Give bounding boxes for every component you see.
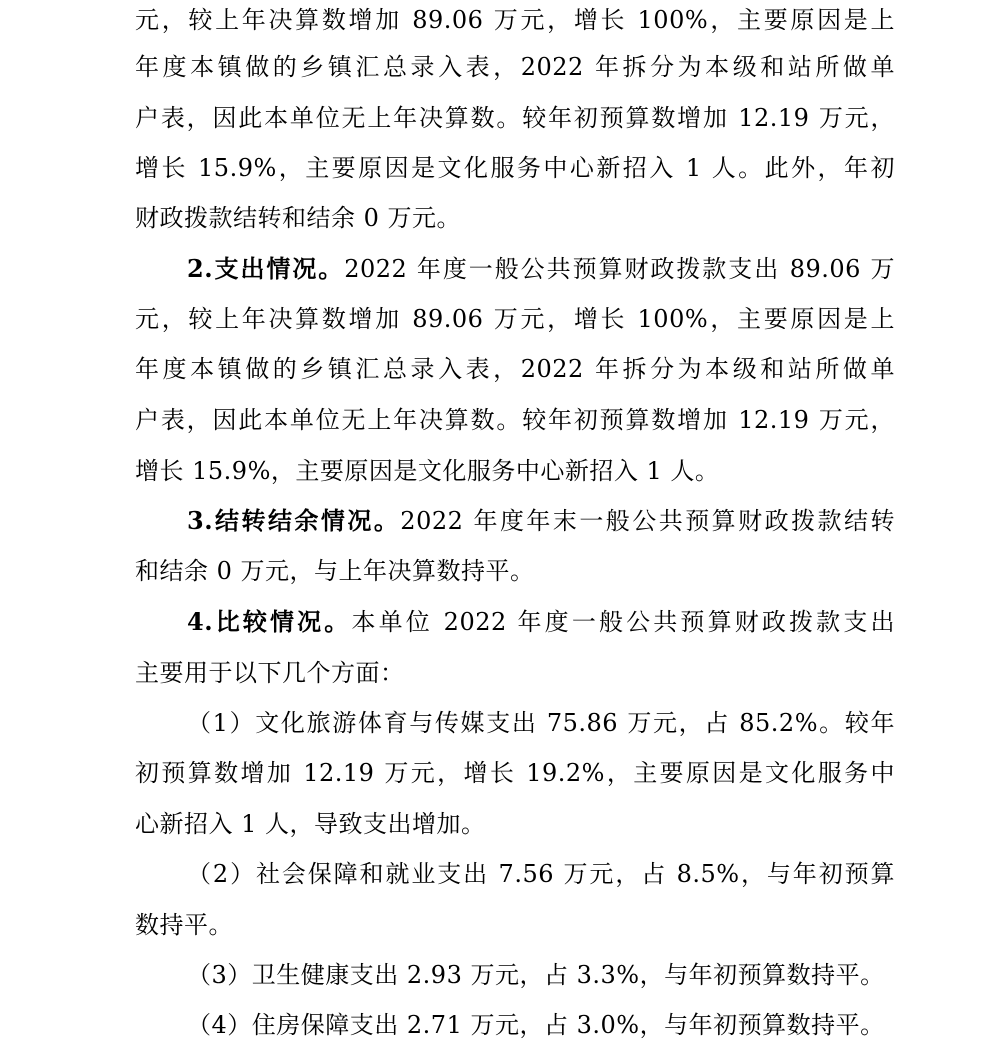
list-item-line: （2）社会保障和就业支出 7.56 万元，占 8.5%，与年初预算 (187, 860, 895, 888)
paragraph-line: 年度本镇做的乡镇汇总录入表，2022 年拆分为本级和站所做单 (135, 355, 895, 383)
paragraph-line: 增长 15.9%，主要原因是文化服务中心新招入 1 人。此外，年初 (135, 154, 895, 182)
paragraph-line: 主要用于以下几个方面： (135, 659, 405, 687)
paragraph-text: 2022 年度一般公共预算财政拨款支出 89.06 万 (344, 255, 895, 283)
paragraph-line: 户表，因此本单位无上年决算数。较年初预算数增加 12.19 万元， (135, 104, 895, 132)
paragraph-line: 数持平。 (135, 911, 233, 939)
paragraph-first-line (187, 602, 895, 642)
paragraph-line: 元，较上年决算数增加 89.06 万元，增长 100%，主要原因是上 (135, 6, 895, 34)
paragraph-line: 初预算数增加 12.19 万元，增长 19.2%，主要原因是文化服务中 (135, 759, 895, 787)
paragraph-line: 财政拨款结转和结余 0 万元。 (135, 204, 462, 232)
paragraph-line: 元，较上年决算数增加 89.06 万元，增长 100%，主要原因是上 (135, 305, 895, 333)
paragraph-first-line (187, 249, 895, 289)
paragraph-text: 2022 年度年末一般公共预算财政拨款结转 (400, 507, 895, 535)
list-item-line: （3）卫生健康支出 2.93 万元，占 3.3%，与年初预算数持平。 (187, 961, 885, 989)
list-item-line: （4）住房保障支出 2.71 万元，占 3.0%，与年初预算数持平。 (187, 1011, 885, 1039)
section-heading-expenditure: 2.支出情况。 (187, 254, 345, 283)
paragraph-line: 年度本镇做的乡镇汇总录入表，2022 年拆分为本级和站所做单 (135, 53, 895, 81)
paragraph-first-line (187, 501, 895, 541)
section-heading-carryover: 3.结转结余情况。 (187, 506, 401, 535)
paragraph-line: 户表，因此本单位无上年决算数。较年初预算数增加 12.19 万元， (135, 406, 895, 434)
paragraph-text: 本单位 2022 年度一般公共预算财政拨款支出 (351, 608, 895, 636)
paragraph-line: 增长 15.9%，主要原因是文化服务中心新招入 1 人。 (135, 457, 720, 485)
list-item-line: （1）文化旅游体育与传媒支出 75.86 万元，占 85.2%。较年 (187, 709, 895, 737)
section-heading-comparison: 4.比较情况。 (187, 607, 352, 636)
paragraph-line: 心新招入 1 人，导致支出增加。 (135, 810, 486, 838)
paragraph-line: 和结余 0 万元，与上年决算数持平。 (135, 557, 535, 585)
